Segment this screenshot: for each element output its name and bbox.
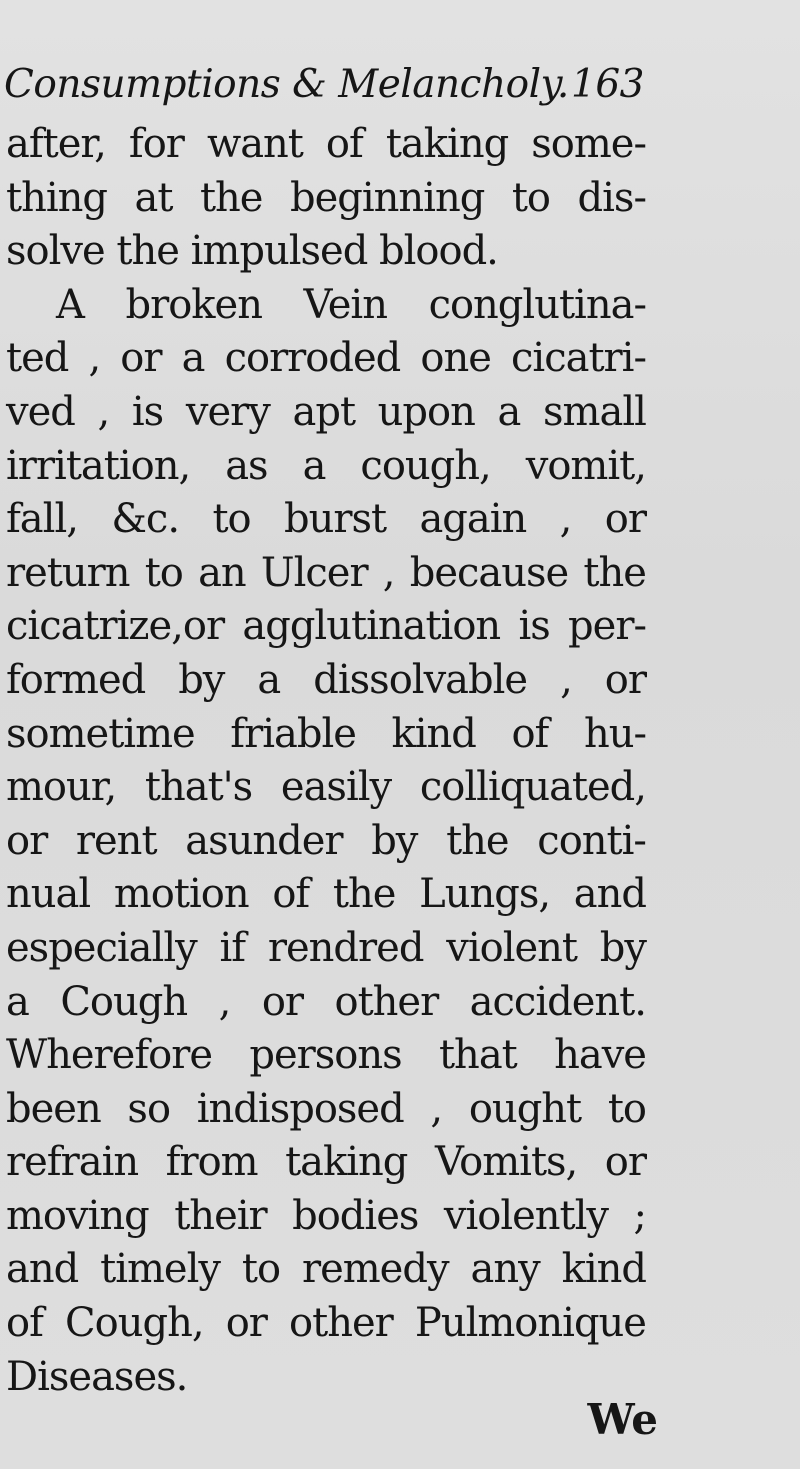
- text-line: thing at the beginning to dis-: [6, 174, 646, 221]
- text-line: cicatrize,or agglutination is per-: [6, 603, 646, 650]
- text-line: especially if rendred violent by: [6, 924, 646, 971]
- catchword: We: [587, 1395, 658, 1444]
- text-line: mour, that's easily colliquated,: [6, 764, 646, 811]
- text-line: ted , or a corroded one cicatri-: [6, 335, 646, 382]
- text-line: a Cough , or other accident.: [6, 978, 646, 1025]
- text-line: and timely to remedy any kind: [6, 1246, 646, 1293]
- text-line: of Cough, or other Pulmonique: [6, 1300, 646, 1347]
- page-number: 163: [571, 62, 644, 107]
- text-line: Wherefore persons that have: [6, 1032, 646, 1079]
- body-text: [6, 118, 646, 1404]
- text-line: after, for want of taking some-: [6, 121, 646, 167]
- text-line: or rent asunder by the conti-: [6, 817, 646, 864]
- paragraph-start-line: A broken Vein conglutina-: [56, 281, 646, 328]
- text-line: formed by a dissolvable , or: [6, 656, 646, 703]
- text-line: return to an Ulcer , because the: [6, 549, 646, 596]
- text-line: sometime friable kind of hu-: [6, 710, 646, 757]
- text-line: refrain from taking Vomits, or: [6, 1139, 646, 1186]
- running-title: Consumptions & Melancholy.: [4, 62, 569, 107]
- text-line: ved , is very apt upon a small: [6, 388, 646, 435]
- text-line: irritation, as a cough, vomit,: [6, 442, 646, 489]
- text-line: solve the impulsed blood.: [6, 228, 498, 275]
- text-line: fall, &c. to burst again , or: [6, 496, 646, 543]
- running-header: [4, 60, 644, 110]
- text-line: nual motion of the Lungs, and: [6, 871, 646, 918]
- text-line: Diseases.: [6, 1353, 188, 1400]
- text-line: been so indisposed , ought to: [6, 1085, 646, 1132]
- text-line: moving their bodies violently ;: [6, 1192, 646, 1239]
